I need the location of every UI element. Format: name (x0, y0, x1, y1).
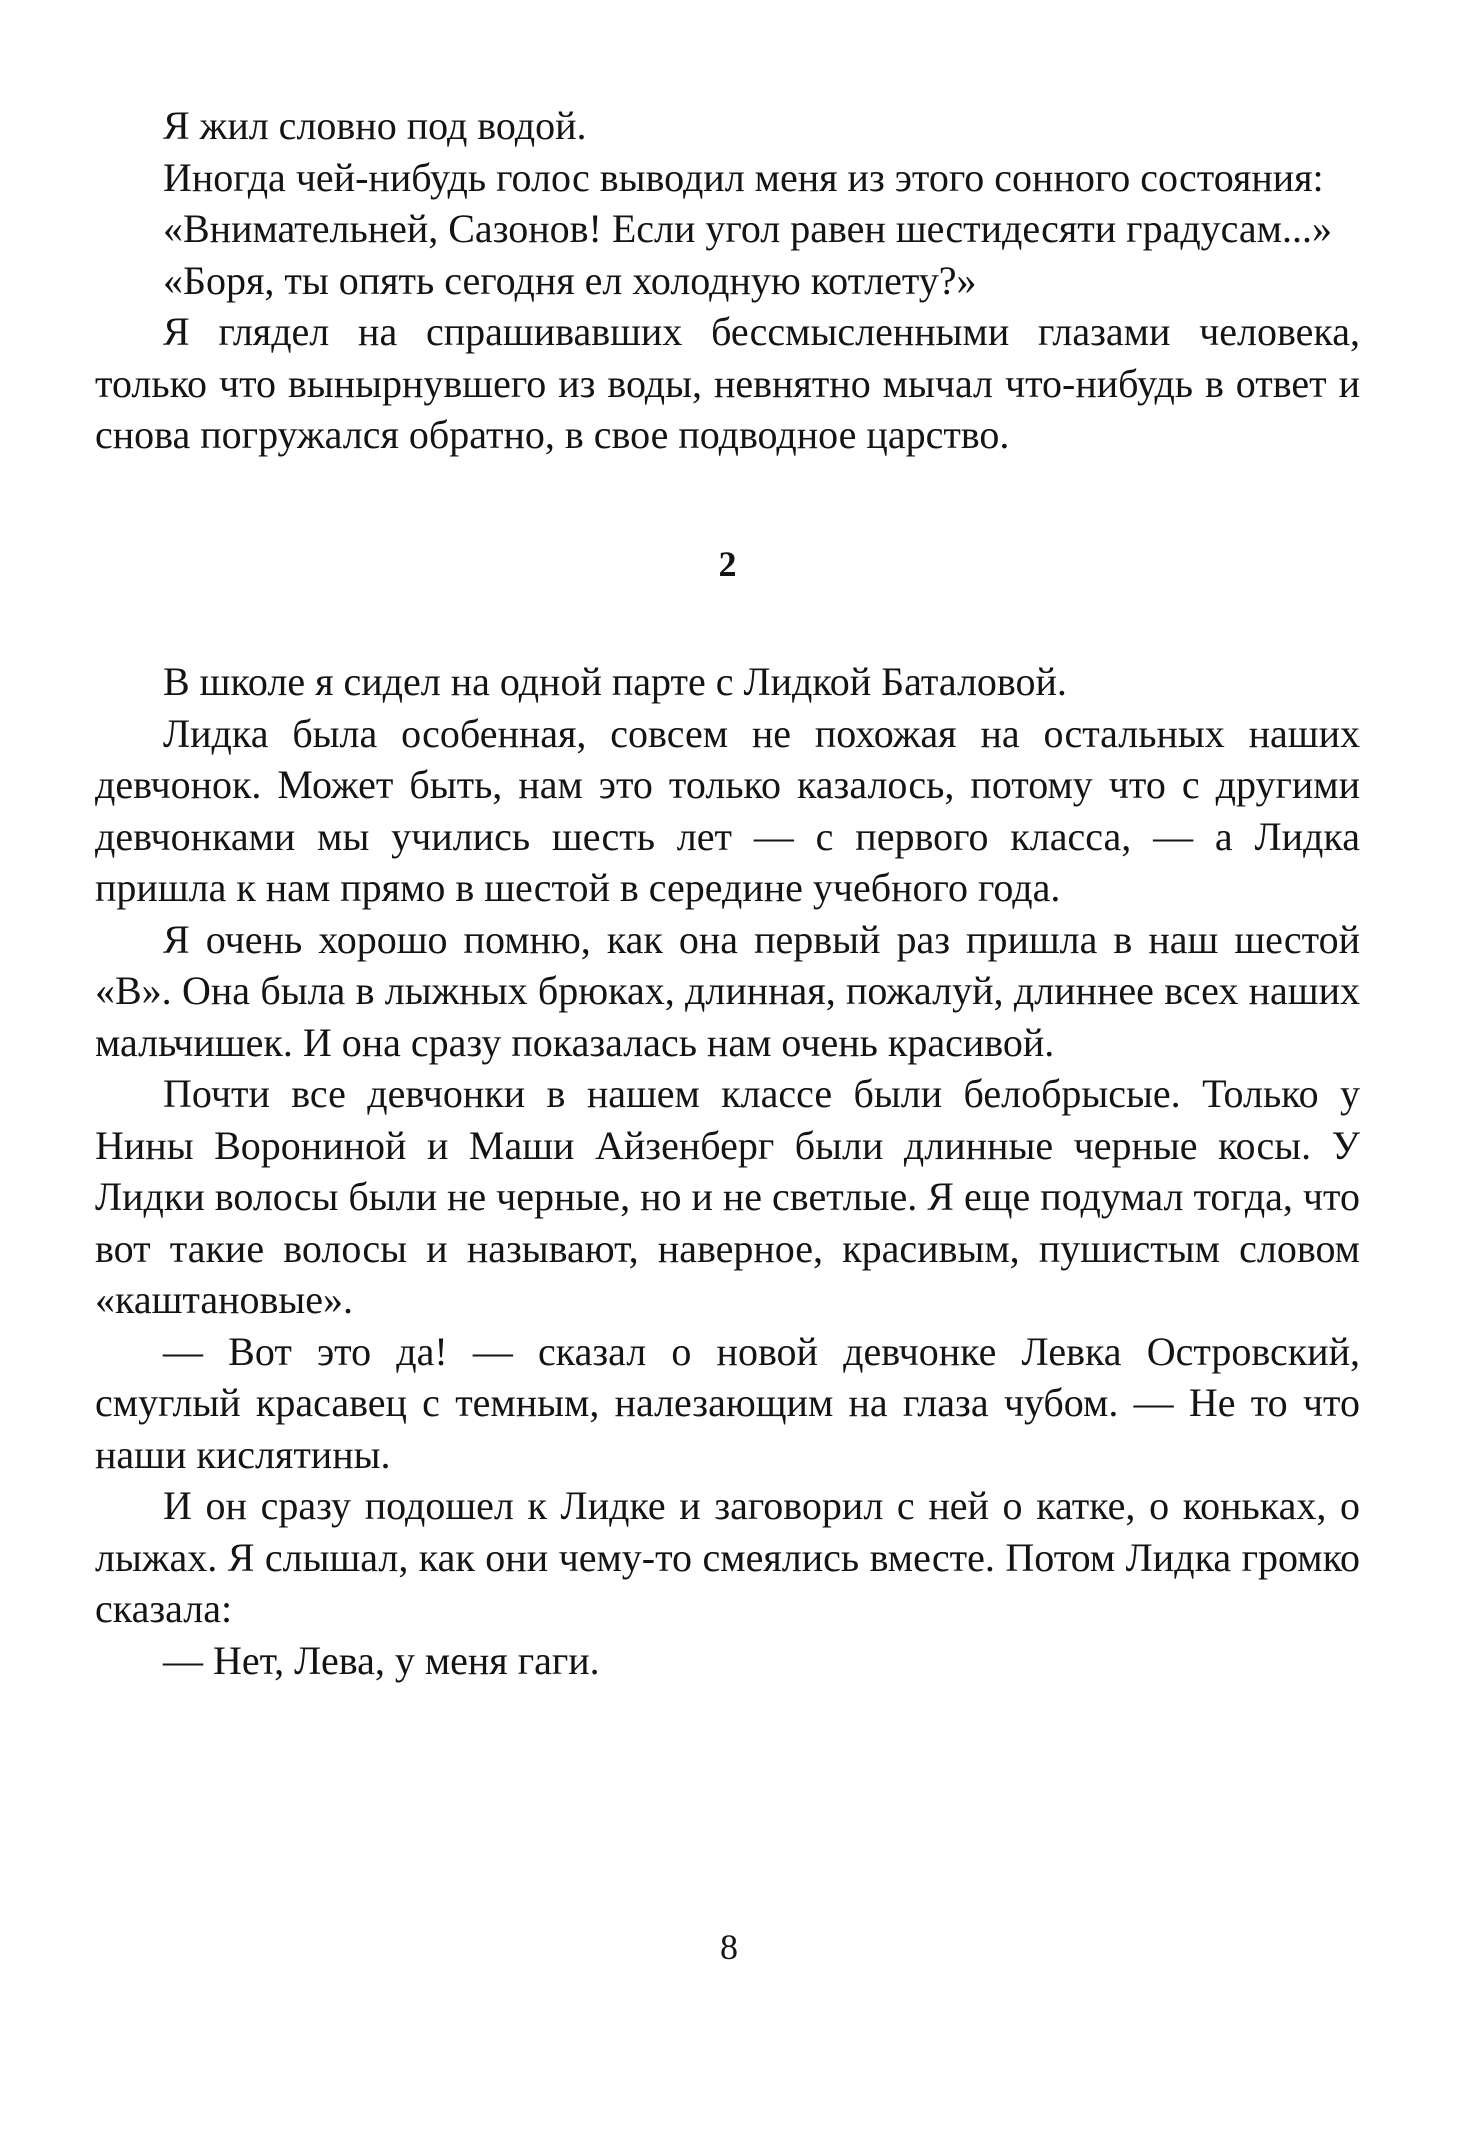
paragraph: — Вот это да! — сказал о новой девчонке Левка Островский, смуглый красавец с темным, налезающим на глаза чубом. — Не то что наши кислятины. (95, 1328, 1360, 1477)
paragraph: Я глядел на спрашивавших бессмысленными глазами человека, только что вынырнувшего из воды, невнятно мычал что-нибудь в ответ и снова погружался обратно, в свое подводное царство. (95, 309, 1360, 457)
paragraph: Почти все девчонки в нашем классе были белобрысые. Только у Нины Ворониной и Маши Айзенберг были длинные черные косы. У Лидки волосы были не черные, но и не светлые. Я еще подумал тогда, что вот такие волосы и называют, наверное, красивым, пушистым словом «каштановые». (95, 1071, 1360, 1322)
paragraph: Я жил словно под водой. (163, 103, 587, 148)
paragraph: — Нет, Лева, у меня гаги. (163, 1637, 600, 1683)
paragraph: Я очень хорошо помню, как она первый раз пришла в наш шестой «В». Она была в лыжных брюках, длинная, пожалуй, длиннее всех наших мальчишек. И она сразу показалась нам очень красивой. (95, 916, 1360, 1065)
paragraph: «Боря, ты опять сегодня ел холодную котлету?» (163, 257, 977, 303)
paragraph: Иногда чей-нибудь голос выводил меня из этого сонного состояния: (163, 154, 1324, 200)
paragraph: Лидка была особенная, совсем не похожая на остальных наших девчонок. Может быть, нам это только казалось, потому что с другими девчонками мы учились шесть лет — с первого класса, — а Лидка пришла к нам прямо в шестой в середине учебного года. (95, 710, 1360, 910)
paragraph: В школе я сидел на одной парте с Лидкой Баталовой. (163, 659, 1067, 704)
paragraph: И он сразу подошел к Лидке и заговорил с ней о катке, о коньках, о лыжах. Я слышал, как они чему-то смеялись вместе. Потом Лидка громко сказала: (95, 1483, 1360, 1631)
page-number: 8 (720, 1927, 738, 1967)
page-text (95, 100, 1360, 1686)
chapter-number: 2 (718, 543, 737, 584)
paragraph: «Внимательней, Сазонов! Если угол равен шестидесяти градусам...» (163, 206, 1332, 251)
